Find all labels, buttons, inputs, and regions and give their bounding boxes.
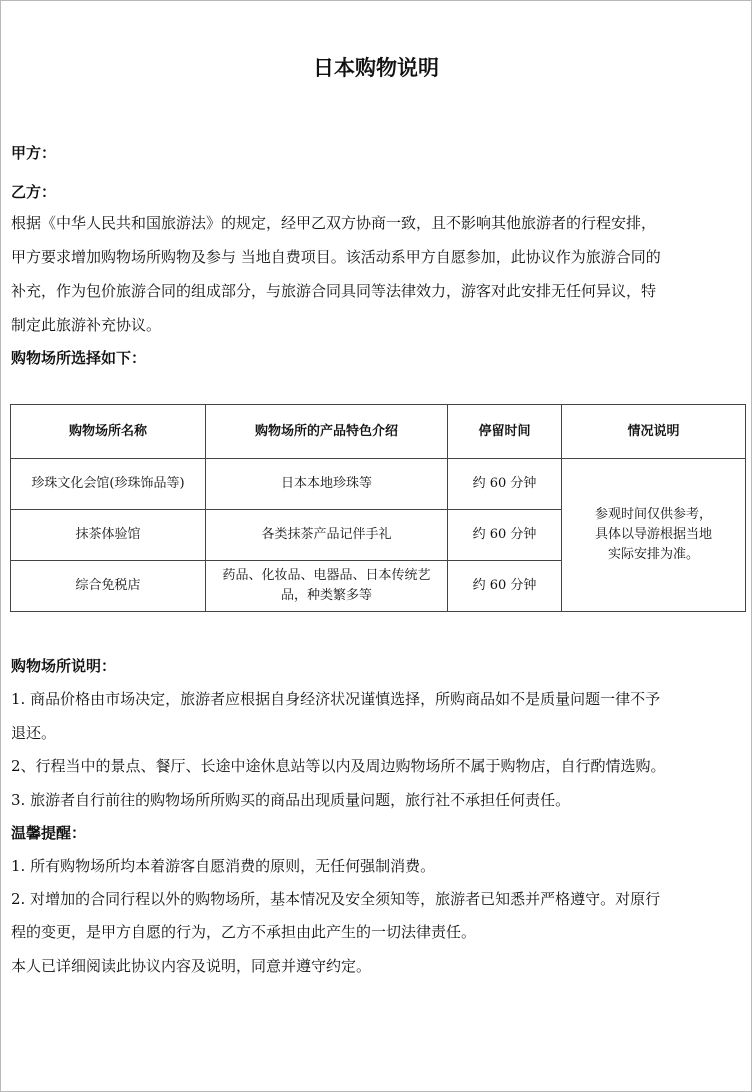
header-stay: 停留时间 — [448, 405, 562, 459]
cell-stay: 约 60 分钟 — [448, 459, 562, 510]
header-name: 购物场所名称 — [11, 405, 206, 459]
intro-line-2: 甲方要求增加购物场所购物及参与 当地自费项目。该活动系甲方自愿参加，此协议作为旅游合同的 — [11, 248, 661, 266]
explain-line-3: 2、行程当中的景点、餐厅、长途中途休息站等以内及周边购物场所不属于购物店，自行酌情选购。 — [11, 757, 666, 775]
explain-line-2: 退还。 — [11, 724, 57, 742]
table-row — [11, 459, 746, 510]
table-header-row — [11, 405, 746, 459]
intro-line-4: 制定此旅游补充协议。 — [11, 316, 162, 334]
cell-name: 抹茶体验馆 — [11, 510, 206, 561]
explain-line-1: 1. 商品价格由市场决定，旅游者应根据自身经济状况谨慎选择，所购商品如不是质量问题一律不予 — [11, 690, 661, 708]
intro-line-3: 补充，作为包价旅游合同的组成部分，与旅游合同具同等法律效力，游客对此安排无任何异议，特 — [11, 282, 657, 300]
explain-heading: 购物场所说明： — [11, 657, 117, 675]
tips-heading: 温馨提醒： — [11, 824, 87, 842]
explain-line-4: 3. 旅游者自行前往的购物场所所购买的商品出现质量问题，旅行社不承担任何责任。 — [11, 791, 571, 809]
cell-desc — [206, 561, 448, 612]
cell-name: 综合免税店 — [11, 561, 206, 612]
tips-line-3: 程的变更，是甲方自愿的行为，乙方不承担由此产生的一切法律责任。 — [11, 923, 477, 941]
cell-desc: 各类抹茶产品记伴手礼 — [206, 510, 448, 561]
party-b-label: 乙方： — [11, 183, 57, 201]
header-desc: 购物场所的产品特色介绍 — [206, 405, 448, 459]
note-line-3: 实际安排为准。 — [607, 547, 699, 562]
intro-line-1: 根据《中华人民共和国旅游法》的规定，经甲乙双方协商一致，且不影响其他旅游者的行程安排， — [11, 214, 657, 232]
party-a-label: 甲方： — [11, 144, 57, 162]
cell-desc: 日本本地珍珠等 — [206, 459, 448, 510]
document-title: 日本购物说明 — [313, 56, 439, 80]
note-line-1: 参观时间仅供参考， — [594, 507, 712, 522]
tips-line-4: 本人已详细阅读此协议内容及说明，同意并遵守约定。 — [11, 957, 372, 975]
desc-line-1: 药品、化妆品、电器品、日本传统艺 — [222, 568, 431, 583]
cell-stay: 约 60 分钟 — [448, 561, 562, 612]
cell-note — [562, 459, 746, 612]
tips-line-1: 1. 所有购物场所均本着游客自愿消费的原则，无任何强制消费。 — [11, 857, 436, 875]
header-note: 情况说明 — [562, 405, 746, 459]
cell-stay: 约 60 分钟 — [448, 510, 562, 561]
note-line-2: 具体以导游根据当地 — [594, 527, 712, 542]
desc-line-2: 品，种类繁多等 — [280, 588, 372, 603]
tips-line-2: 2. 对增加的合同行程以外的购物场所，基本情况及安全须知等，旅游者已知悉并严格遵守。对原行 — [11, 890, 661, 908]
cell-name: 珍珠文化会馆(珍珠饰品等) — [11, 459, 206, 510]
shopping-table — [10, 404, 745, 614]
select-heading: 购物场所选择如下： — [11, 349, 147, 367]
